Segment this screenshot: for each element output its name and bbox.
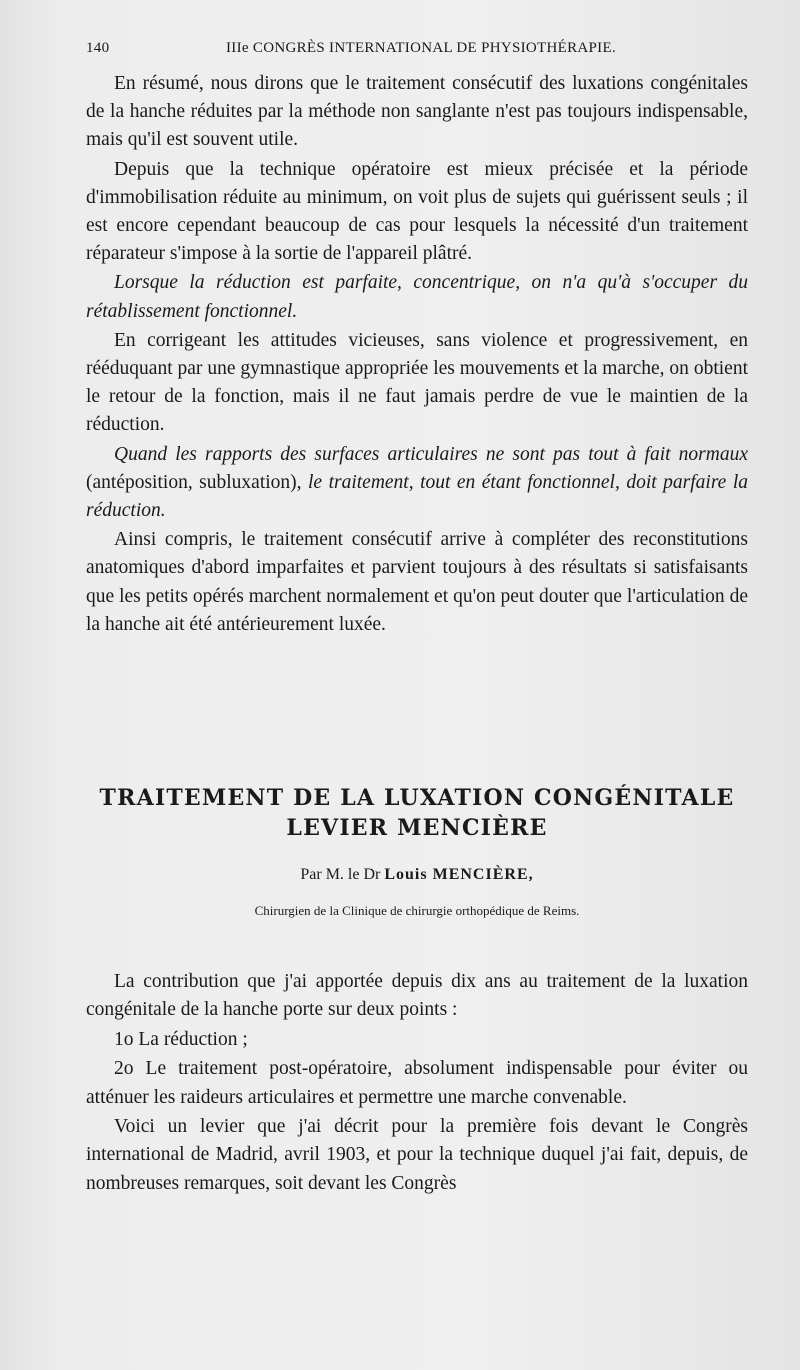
author-affiliation: Chirurgien de la Clinique de chirurgie orthopédique de Reims. [254, 903, 580, 918]
paragraph-technique: Depuis que la technique opératoire est mieux précisée et la période d'immobilisation réduite au minimum, on voit plus de sujets qui guérissent seuls ; il est encore cependant beaucoup de cas pour lesquels la nécessité d'un traitement réparateur s'impose à la sortie de l'appareil plâtré. [86, 158, 748, 265]
page-number: 140 [86, 40, 110, 56]
title-line-1: TRAITEMENT DE LA LUXATION CONGÉNITALE [99, 785, 735, 811]
byline-prefix: Par M. le Dr [300, 866, 381, 883]
body-text-part2 [86, 968, 748, 1199]
paragraph-surfaces [86, 441, 748, 526]
roman-text: (antéposition, subluxation), [86, 471, 309, 493]
paragraph-correction: En corrigeant les attitudes vicieuses, sans violence et progressivement, en rééduquant par une gymnastique appropriée les mouvements et la marche, on obtient le retour de la fonction, mais il ne faut jamais perdre de vue le maintien de la réduction. [86, 329, 748, 436]
paragraph-conclusion: Ainsi compris, le traitement consécutif arrive à compléter des reconstitutions anatomiques d'abord imparfaites et parvient toujours à des résultats si satisfaisants que les petits opérés marchent normalement et qu'on peut douter que l'articulation de la hanche ait été antérieurement luxée. [86, 529, 748, 635]
paragraph-lever: Voici un levier que j'ai décrit pour la première fois devant le Congrès international de Madrid, avril 1903, et pour la technique duquel j'ai fait, depuis, de nombreuses remarques, soit devant les Congrès [86, 1116, 748, 1194]
body-text-part1 [86, 70, 748, 640]
byline [86, 866, 748, 884]
paragraph-contribution: La contribution que j'ai apportée depuis dix ans au traitement de la luxation congénitale de la hanche porte sur deux points : [86, 971, 748, 1021]
italic-text: Lorsque la réduction est parfaite, concentrique, on n'a qu'à s'occuper du rétablissement fonctionnel. [86, 272, 748, 322]
article-title [86, 783, 748, 843]
author-name: Louis MENCIÈRE, [384, 866, 534, 883]
list-item-post-op: 2o Le traitement post-opératoire, absolument indispensable pour éviter ou atténuer les raideurs articulaires et permettre une marche convenable. [86, 1058, 748, 1108]
running-title: IIIe CONGRÈS INTERNATIONAL DE PHYSIOTHÉRAPIE. [226, 40, 616, 56]
italic-text-b: le traitement, tout en étant fonctionnel, doit parfaire la réduction. [86, 471, 748, 522]
italic-text-a: Quand les rapports des surfaces articulaires ne sont pas tout à fait normaux [114, 443, 748, 465]
title-line-2: LEVIER MENCIÈRE [286, 815, 548, 841]
paragraph-summary: En résumé, nous dirons que le traitement consécutif des luxations congénitales de la hanche réduites par la méthode non sanglante n'est pas toujours indispensable, mais qu'il est souvent utile. [86, 73, 748, 151]
list-item-reduction: 1o La réduction ; [114, 1028, 248, 1050]
paragraph-reduction-perfect [86, 269, 748, 325]
